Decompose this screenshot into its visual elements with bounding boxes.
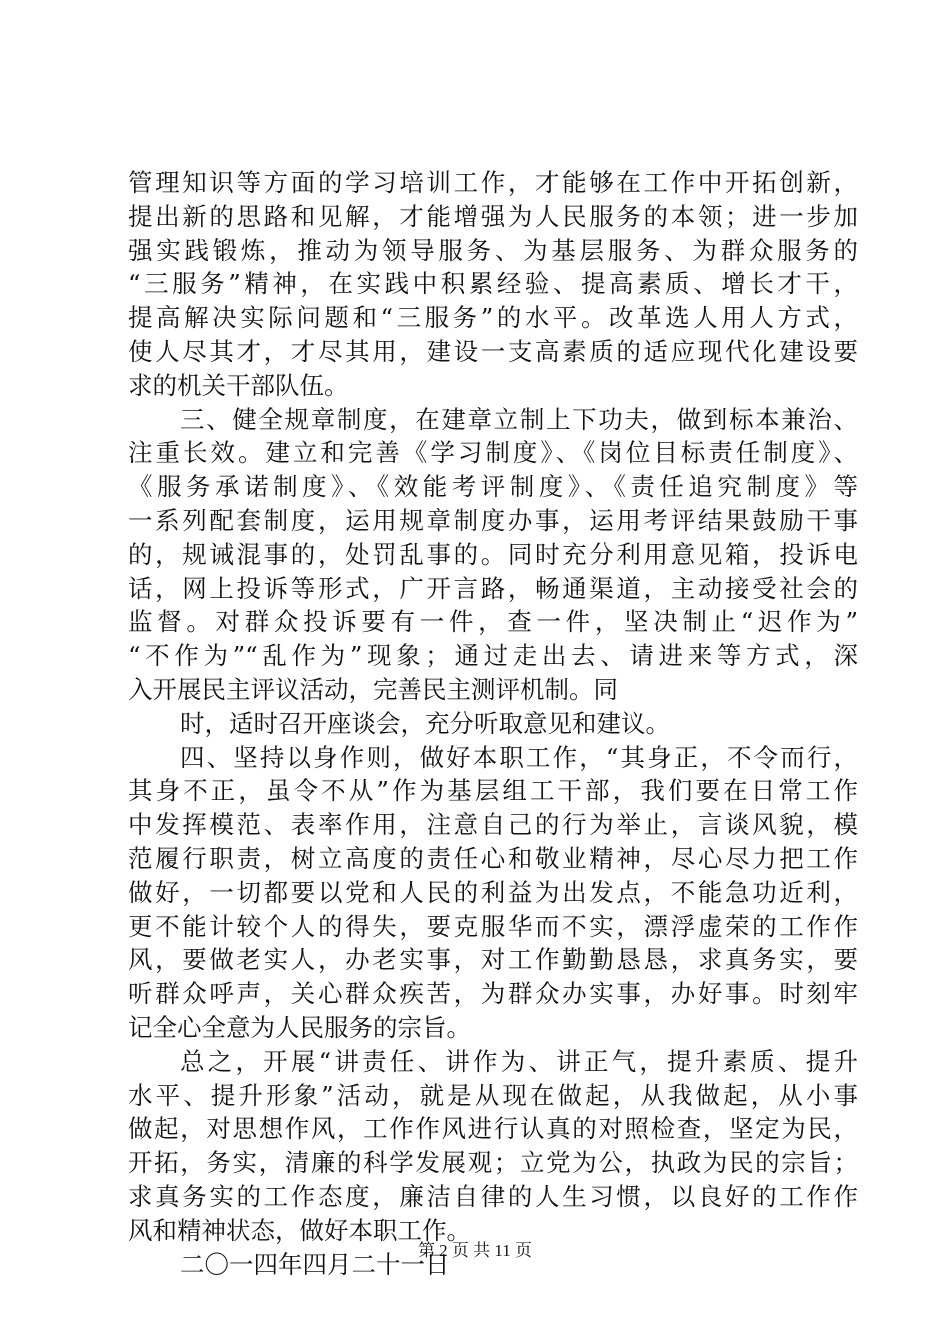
text-line: 求真务实的工作态度，廉洁自律的人生习惯，以良好的工作作 — [128, 1181, 858, 1211]
text-line: 监督。对群众投诉要有一件，查一件，坚决制止“迟作为” — [128, 607, 858, 637]
text-line: 听群众呼声，关心群众疾苦，为群众办实事，办好事。时刻牢 — [128, 979, 858, 1009]
text-line: 中发挥模范、表率作用，注意自己的行为举止，言谈风貌，模 — [128, 810, 858, 840]
paragraph-start-line: 四、坚持以身作则，做好本职工作，“其身正，不令而行， — [180, 742, 858, 772]
text-line: 范履行职责，树立高度的责任心和敬业精神，尽心尽力把工作 — [128, 843, 858, 873]
text-line: 话，网上投诉等形式，广开言路，畅通渠道，主动接受社会的 — [128, 573, 858, 603]
text-line: 记全心全意为人民服务的宗旨。 — [128, 1012, 471, 1042]
text-line: 风，要做老实人，办老实事，对工作勤勤恳恳，求真务实，要 — [128, 945, 858, 975]
date-line: 二〇一四年四月二十一日 — [180, 1249, 450, 1279]
text-line: 一系列配套制度，运用规章制度办事，运用考评结果鼓励干事 — [128, 505, 858, 535]
paragraph-start-line: 时，适时召开座谈会，充分听取意见和建议。 — [180, 708, 670, 738]
text-line: 做起，对思想作风，工作作风进行认真的对照检查，坚定为民， — [128, 1114, 858, 1144]
text-line: 注重长效。建立和完善《学习制度》、《岗位目标责任制度》、 — [128, 438, 858, 468]
text-line: 《服务承诺制度》、《效能考评制度》、《责任追究制度》等 — [128, 472, 858, 502]
text-line: 其身不正，虽令不从”作为基层组工干部，我们要在日常工作 — [128, 776, 858, 806]
paragraph-start-line: 总之，开展“讲责任、讲作为、讲正气，提升素质、提升 — [180, 1046, 858, 1076]
text-line: 求的机关干部队伍。 — [128, 370, 349, 400]
text-line: 入开展民主评议活动，完善民主测评机制。同 — [128, 674, 618, 704]
paragraph-start-line: 三、健全规章制度，在建章立制上下功夫，做到标本兼治、 — [180, 404, 858, 434]
text-line: 水平、提升形象”活动，就是从现在做起，从我做起，从小事 — [128, 1080, 858, 1110]
text-line: “不作为”“乱作为”现象；通过走出去、请进来等方式，深 — [128, 641, 858, 671]
text-line: 更不能计较个人的得失，要克服华而不实，漂浮虚荣的工作作 — [128, 911, 858, 941]
text-line: 强实践锻炼，推动为领导服务、为基层服务、为群众服务的 — [128, 235, 858, 265]
text-line: “三服务”精神，在实践中积累经验、提高素质、增长才干， — [128, 269, 858, 299]
page-number: 第 2 页 共 11 页 — [417, 1241, 533, 1260]
text-line: 做好，一切都要以党和人民的利益为出发点，不能急功近利， — [128, 877, 858, 907]
text-line: 管理知识等方面的学习培训工作，才能够在工作中开拓创新， — [128, 168, 858, 197]
text-line: 开拓，务实，清廉的科学发展观；立党为公，执政为民的宗旨； — [128, 1148, 858, 1178]
document-body — [128, 166, 858, 1281]
text-line: 风和精神状态，做好本职工作。 — [128, 1215, 471, 1245]
text-line: 的，规诫混事的，处罚乱事的。同时充分利用意见箱，投诉电 — [128, 539, 858, 569]
text-line: 提高解决实际问题和“三服务”的水平。改革选人用人方式， — [128, 303, 858, 333]
text-line: 使人尽其才，才尽其用，建设一支高素质的适应现代化建设要 — [128, 336, 858, 366]
text-line: 提出新的思路和见解，才能增强为人民服务的本领；进一步加 — [128, 201, 858, 231]
